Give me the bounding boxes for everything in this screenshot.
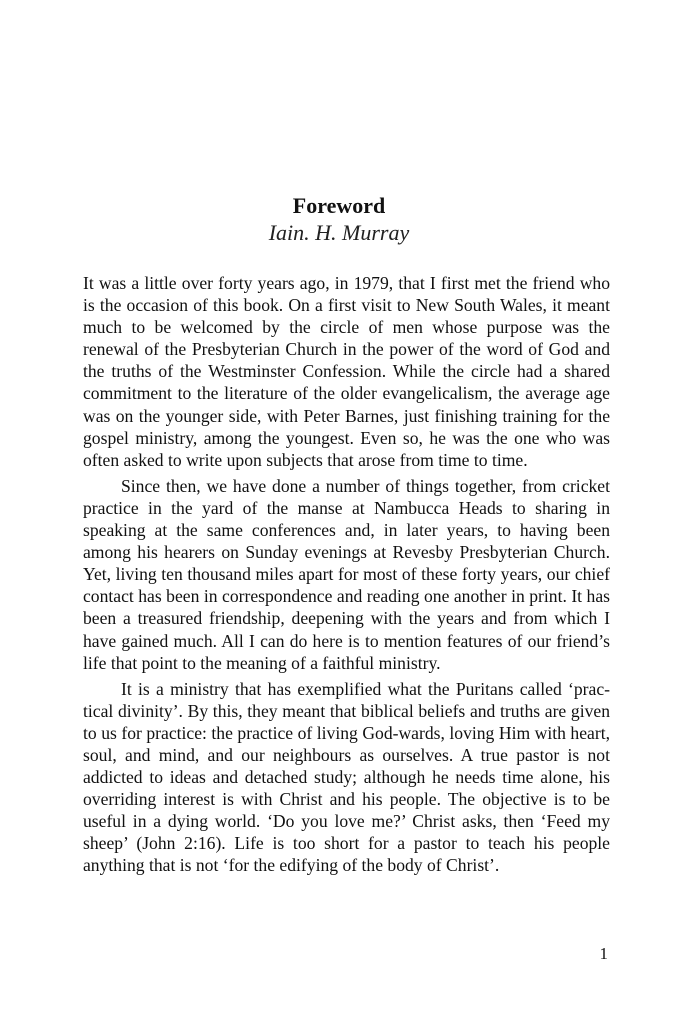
paragraph: It was a little over forty years ago, in 1979, that I first met the friend who is the occasion of this book. On a first visit to New South Wales, it meant much to be welcomed by the circle of men whose purpose was the renewal of the Presbyterian Church in the power of the word of God and the truths of the Westminster Confession. While the circle had a shared commitment to the literature of the older evangelicalism, the average age was on the younger side, with Peter Barnes, just finishing training for the gospel ministry, among the youngest. Even so, he was the one who was often asked to write upon subjects that arose from time to time. — [83, 273, 610, 470]
paragraph: Since then, we have done a number of things together, from cricket practice in the yard of the manse at Nambucca Heads to sharing in speaking at the same conferences and, in later years, to having been among his hearers on Sunday evenings at Revesby Presbyterian Church. Yet, living ten thousand miles apart for most of these forty years, our chief contact has been in correspondence and reading one another in print. It has been a treasured friendship, deepening with the years and from which I have gained much. All I can do here is to mention features of our friend’s life that point to the meaning of a faithful ministry. — [83, 475, 610, 673]
chapter-heading — [0, 192, 678, 246]
page-number: 1 — [599, 944, 608, 963]
author-name: Iain. H. Murray — [268, 220, 410, 245]
chapter-title: Foreword — [292, 193, 386, 218]
body-text — [83, 272, 610, 881]
paragraph: It is a ministry that has exemplified what the Puritans called ‘practical divinity’. By this, they meant that biblical beliefs and truths are given to us for practice: the practice of living God-wards, loving Him with heart, soul, and mind, and our neighbours as ourselves. A true pastor is not addicted to ideas and detached study; although he needs time alone, his overriding interest is with Christ and his people. The objective is to be useful in a dying world. ‘Do you love me?’ Christ asks, then ‘Feed my sheep’ (John 2:16). Life is too short for a pastor to teach his people anything that is not ‘for the edifying of the body of Christ’. — [83, 678, 610, 876]
